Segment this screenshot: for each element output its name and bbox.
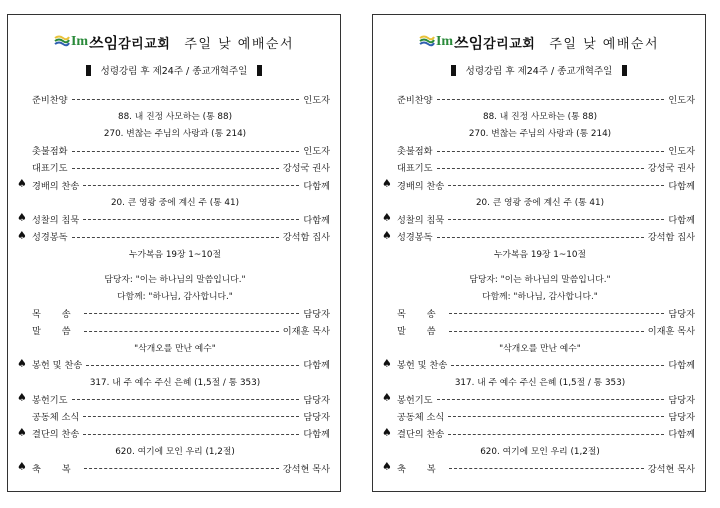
service-item-leader: 다함께 xyxy=(668,214,695,226)
service-item-leader: 담당자 xyxy=(303,411,330,423)
service-note: 88. 내 진정 사모하는 (통 88) xyxy=(117,112,232,123)
dotted-leader-line xyxy=(437,151,665,152)
service-title: 주일 낮 예배순서 xyxy=(549,36,659,52)
service-item-leader: 다함께 xyxy=(668,360,695,372)
dotted-leader-line xyxy=(84,313,300,314)
service-item-leader: 담당자 xyxy=(303,394,330,406)
bulletin-header xyxy=(8,30,340,54)
service-item xyxy=(385,142,695,159)
service-note: 누가복음 19장 1~10절 xyxy=(494,249,586,260)
service-item-leader: 담당자 xyxy=(303,308,330,320)
dotted-leader-line xyxy=(86,365,299,366)
service-item-leader: 강석현 목사 xyxy=(647,463,695,475)
dotted-leader-line xyxy=(437,237,644,238)
service-item-label: 봉헌 및 찬송 xyxy=(397,360,448,372)
service-item-leader: 담당자 xyxy=(668,308,695,320)
service-item xyxy=(382,176,695,193)
service-item xyxy=(17,425,330,442)
service-note: 270. 변찮는 주님의 사랑과 (통 214) xyxy=(468,129,612,140)
spade-icon: ♠ xyxy=(17,228,27,242)
service-note: 20. 큰 영광 중에 계신 주 (통 41) xyxy=(475,198,605,209)
dotted-leader-line xyxy=(84,468,279,469)
service-item-label: 경배의 찬송 xyxy=(32,180,80,192)
black-square-icon xyxy=(257,65,262,76)
black-square-icon xyxy=(86,65,91,76)
service-item-leader: 다함께 xyxy=(303,180,330,192)
service-note: 다함께: "하나님, 감사합니다." xyxy=(482,292,598,303)
service-item-label: 공동체 소식 xyxy=(397,411,445,423)
service-item-label: 성경봉독 xyxy=(32,232,68,244)
service-item-label: 경배의 찬송 xyxy=(397,180,445,192)
dotted-leader-line xyxy=(448,185,664,186)
wave-logo-icon xyxy=(54,34,70,50)
service-item-label: 말 씀 xyxy=(397,326,445,338)
subtitle-bar xyxy=(373,63,705,77)
service-item xyxy=(17,356,330,373)
service-note: 620. 여기에 모인 우리 (1,2절) xyxy=(115,446,235,457)
spade-icon: ♠ xyxy=(17,211,27,225)
service-item-label: 축 복 xyxy=(397,463,445,475)
service-item-label: 성찰의 침묵 xyxy=(397,214,445,226)
bulletin-panel xyxy=(372,14,706,492)
service-note: "삭개오를 만난 예수" xyxy=(499,343,581,354)
service-note: 88. 내 진정 사모하는 (통 88) xyxy=(482,112,597,123)
service-note: 담당자: "이는 하나님의 말씀입니다." xyxy=(469,274,611,285)
bulletin-header xyxy=(373,30,705,54)
subtitle-text: 성령강림 후 제24주 / 종교개혁주일 xyxy=(100,66,248,77)
service-note: 20. 큰 영광 중에 계신 주 (통 41) xyxy=(110,198,240,209)
service-item xyxy=(385,90,695,107)
service-item xyxy=(385,321,695,338)
dotted-leader-line xyxy=(437,168,644,169)
service-title: 주일 낮 예배순서 xyxy=(184,36,294,52)
service-item-label: 대표기도 xyxy=(397,163,433,175)
dotted-leader-line xyxy=(449,468,644,469)
service-note: "삭개오를 만난 예수" xyxy=(134,343,216,354)
dotted-leader-line xyxy=(83,219,299,220)
service-item xyxy=(385,407,695,424)
service-item-label: 말 씀 xyxy=(32,326,80,338)
subtitle-text: 성령강림 후 제24주 / 종교개혁주일 xyxy=(465,66,613,77)
service-item-label: 준비찬양 xyxy=(397,94,433,106)
church-name: 감리교회 xyxy=(118,36,171,52)
service-item-label: 성찰의 침묵 xyxy=(32,214,80,226)
service-item-label: 결단의 찬송 xyxy=(32,429,80,441)
service-item-label: 준비찬양 xyxy=(32,94,68,106)
service-item-leader: 인도자 xyxy=(303,94,330,106)
service-item xyxy=(382,390,695,407)
service-item-label: 대표기도 xyxy=(32,163,68,175)
service-item-leader: 인도자 xyxy=(668,94,695,106)
service-item xyxy=(382,425,695,442)
service-item xyxy=(385,304,695,321)
service-item-leader: 이재훈 목사 xyxy=(282,326,330,338)
service-item xyxy=(17,390,330,407)
service-item-leader: 담당자 xyxy=(668,394,695,406)
service-item-leader: 강석함 집사 xyxy=(647,232,695,244)
service-item-label: 촛불점화 xyxy=(397,146,433,158)
spade-icon: ♠ xyxy=(382,425,392,439)
service-item-leader: 다함께 xyxy=(668,429,695,441)
service-note: 620. 여기에 모인 우리 (1,2절) xyxy=(480,446,600,457)
service-item xyxy=(382,459,695,476)
service-item-leader: 담당자 xyxy=(668,411,695,423)
dotted-leader-line xyxy=(437,99,665,100)
wave-logo-icon xyxy=(419,34,435,50)
dotted-leader-line xyxy=(449,313,665,314)
service-item xyxy=(17,459,330,476)
service-item xyxy=(385,159,695,176)
spade-icon: ♠ xyxy=(382,228,392,242)
dotted-leader-line xyxy=(72,237,279,238)
spacer xyxy=(385,262,695,270)
order-of-service xyxy=(17,90,330,476)
dotted-leader-line xyxy=(83,185,299,186)
dotted-leader-line xyxy=(72,151,300,152)
dotted-leader-line xyxy=(449,331,644,332)
service-item xyxy=(17,176,330,193)
subtitle-bar xyxy=(8,63,340,77)
dotted-leader-line xyxy=(448,416,664,417)
service-item-label: 촛불점화 xyxy=(32,146,68,158)
service-item-label: 봉헌기도 xyxy=(397,394,433,406)
service-note: 317. 내 주 예수 주신 은혜 (1,5절 / 통 353) xyxy=(89,378,261,389)
dotted-leader-line xyxy=(83,434,299,435)
service-note: 다함께: "하나님, 감사합니다." xyxy=(117,292,233,303)
dotted-leader-line xyxy=(83,416,299,417)
church-name: 감리교회 xyxy=(483,36,536,52)
service-item-leader: 이재훈 목사 xyxy=(647,326,695,338)
logo-im-text: Im xyxy=(70,34,89,49)
spade-icon: ♠ xyxy=(17,459,27,473)
spade-icon: ♠ xyxy=(382,391,392,405)
spade-icon: ♠ xyxy=(17,176,27,190)
service-item xyxy=(382,356,695,373)
spade-icon: ♠ xyxy=(382,211,392,225)
service-item-leader: 다함께 xyxy=(668,180,695,192)
service-item-leader: 강성국 권사 xyxy=(282,163,330,175)
service-item-leader: 강성국 권사 xyxy=(647,163,695,175)
logo-sseu-text: 쓰임 xyxy=(89,33,119,52)
service-item-leader: 인도자 xyxy=(303,146,330,158)
service-item-leader: 강석현 목사 xyxy=(282,463,330,475)
service-item-label: 봉헌기도 xyxy=(32,394,68,406)
service-item xyxy=(20,142,330,159)
dotted-leader-line xyxy=(448,434,664,435)
service-item xyxy=(17,228,330,245)
dotted-leader-line xyxy=(72,99,300,100)
logo-sseu-text: 쓰임 xyxy=(454,33,484,52)
service-item-leader: 다함께 xyxy=(303,214,330,226)
dotted-leader-line xyxy=(451,365,664,366)
spade-icon: ♠ xyxy=(17,391,27,405)
service-item-label: 목 송 xyxy=(32,308,80,320)
service-item xyxy=(382,228,695,245)
service-item-label: 공동체 소식 xyxy=(32,411,80,423)
service-item-label: 목 송 xyxy=(397,308,445,320)
service-item-label: 축 복 xyxy=(32,463,80,475)
service-item xyxy=(20,90,330,107)
dotted-leader-line xyxy=(437,399,665,400)
service-item xyxy=(17,210,330,227)
bulletin-panel xyxy=(7,14,341,492)
spade-icon: ♠ xyxy=(382,356,392,370)
order-of-service xyxy=(382,90,695,476)
service-item xyxy=(20,321,330,338)
black-square-icon xyxy=(451,65,456,76)
dotted-leader-line xyxy=(84,331,279,332)
spacer xyxy=(20,262,330,270)
service-item-leader: 인도자 xyxy=(668,146,695,158)
service-item-label: 성경봉독 xyxy=(397,232,433,244)
service-item xyxy=(20,407,330,424)
service-item xyxy=(20,159,330,176)
spade-icon: ♠ xyxy=(17,425,27,439)
service-item-leader: 다함께 xyxy=(303,360,330,372)
service-note: 270. 변찮는 주님의 사랑과 (통 214) xyxy=(103,129,247,140)
service-item-label: 봉헌 및 찬송 xyxy=(32,360,83,372)
service-item-leader: 다함께 xyxy=(303,429,330,441)
service-item-label: 결단의 찬송 xyxy=(397,429,445,441)
service-item xyxy=(382,210,695,227)
service-item-leader: 강석함 집사 xyxy=(282,232,330,244)
black-square-icon xyxy=(622,65,627,76)
spade-icon: ♠ xyxy=(17,356,27,370)
spade-icon: ♠ xyxy=(382,459,392,473)
spade-icon: ♠ xyxy=(382,176,392,190)
dotted-leader-line xyxy=(72,168,279,169)
logo-im-text: Im xyxy=(435,34,454,49)
dotted-leader-line xyxy=(72,399,300,400)
service-note: 317. 내 주 예수 주신 은혜 (1,5절 / 통 353) xyxy=(454,378,626,389)
dotted-leader-line xyxy=(448,219,664,220)
service-note: 누가복음 19장 1~10절 xyxy=(129,249,221,260)
service-item xyxy=(20,304,330,321)
service-note: 담당자: "이는 하나님의 말씀입니다." xyxy=(104,274,246,285)
